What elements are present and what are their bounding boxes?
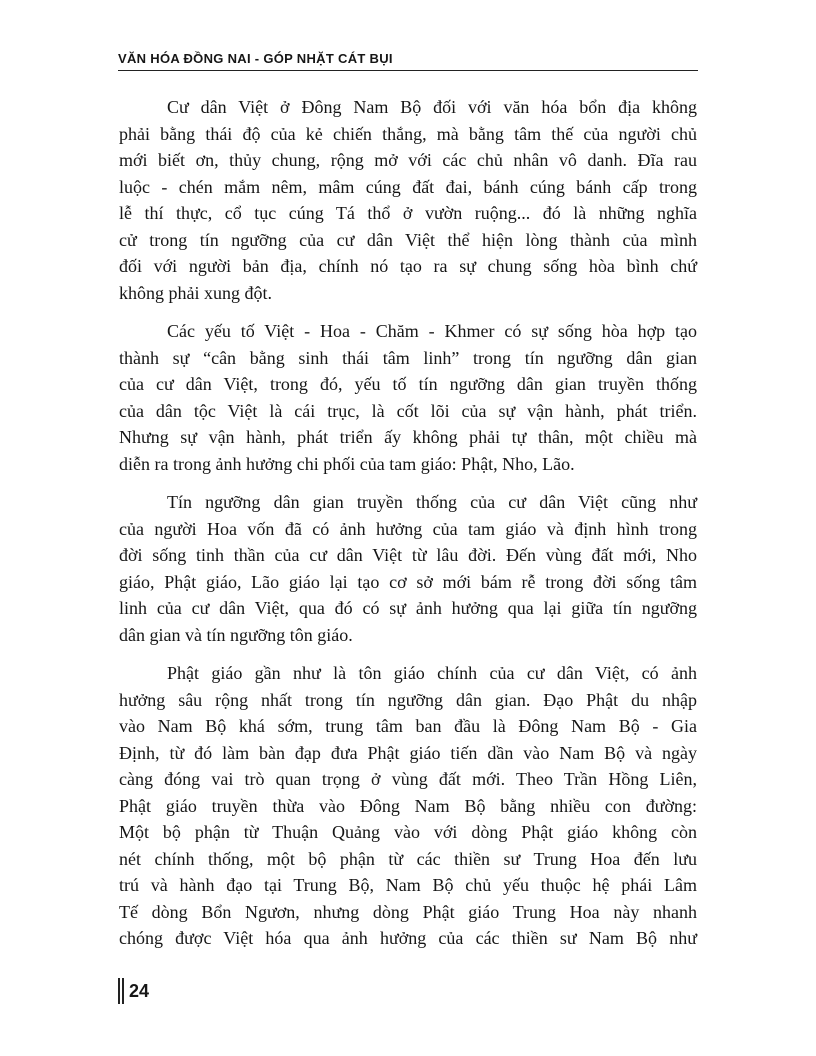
footer-bar-marker	[118, 978, 124, 1004]
text-line: dân gian và tín ngưỡng tôn giáo.	[119, 624, 353, 645]
text-line: Phật giáo truyền thừa vào Đông Nam Bộ bằng nhiều con đường:	[119, 795, 697, 816]
text-line: mới biết ơn, thủy chung, rộng mở với các chủ nhân vô danh. Đĩa rau	[119, 150, 697, 170]
text-line: của người Hoa vốn đã có ảnh hưởng của tam giáo và định hình trong	[119, 518, 697, 539]
text-line: lễ thí thực, cổ tục cúng Tá thổ ở vườn ruộng... đó là những nghĩa	[119, 203, 697, 223]
text-line: càng đóng vai trò quan trọng ở vùng đất mới. Theo Trần Hồng Liên,	[119, 769, 697, 789]
text-line: Định, từ đó làm bàn đạp đưa Phật giáo tiến dần vào Nam Bộ và ngày	[119, 742, 697, 763]
paragraph-4	[119, 660, 697, 952]
paragraph-2	[119, 318, 697, 477]
header-rule	[118, 70, 698, 71]
text-line: diễn ra trong ảnh hưởng chi phối của tam giáo: Phật, Nho, Lão.	[119, 453, 575, 474]
text-line: phải bằng thái độ của kẻ chiến thắng, mà bằng tâm thế của người chủ	[119, 123, 697, 144]
text-line: Phật giáo gần như là tôn giáo chính của cư dân Việt, có ảnh	[167, 663, 697, 683]
text-line: Tế dòng Bổn Ngươn, nhưng dòng Phật giáo Trung Hoa này nhanh	[119, 901, 697, 922]
text-line: Các yếu tố Việt - Hoa - Chăm - Khmer có sự sống hòa hợp tạo	[167, 321, 697, 341]
text-line: Cư dân Việt ở Đông Nam Bộ đối với văn hóa bổn địa không	[167, 97, 697, 117]
text-line: linh của cư dân Việt, qua đó có sự ảnh hưởng qua lại giữa tín ngưỡng	[119, 598, 697, 618]
text-line: Một bộ phận từ Thuận Quảng vào với dòng Phật giáo không còn	[119, 822, 697, 842]
text-line: vào Nam Bộ khá sớm, trung tâm ban đầu là Đông Nam Bộ - Gia	[119, 716, 697, 736]
page-number: 24	[129, 981, 150, 1001]
text-line: của cư dân Việt, trong đó, yếu tố tín ngưỡng dân gian truyền thống	[119, 374, 697, 394]
text-line: Tín ngưỡng dân gian truyền thống của cư dân Việt cũng như	[167, 492, 697, 512]
text-line: Nhưng sự vận hành, phát triển ấy không phải tự thân, một chiều mà	[119, 427, 697, 447]
text-line: thành sự “cân bằng sinh thái tâm linh” trong tín ngưỡng dân gian	[119, 347, 697, 368]
page-footer	[118, 978, 149, 1004]
text-line: đời sống tinh thần của cư dân Việt từ lâu đời. Đến vùng đất mới, Nho	[119, 545, 697, 565]
text-line: hưởng sâu rộng nhất trong tín ngưỡng dân gian. Đạo Phật du nhập	[119, 689, 697, 710]
text-line: chóng được Việt hóa qua ảnh hưởng của các thiền sư Nam Bộ như	[119, 928, 697, 948]
text-line: cử trong tín ngưỡng của cư dân Việt thể hiện lòng thành của mình	[119, 229, 697, 250]
running-header: VĂN HÓA ĐỒNG NAI - GÓP NHẶT CÁT BỤI	[118, 51, 393, 66]
text-line: luộc - chén mắm nêm, mâm cúng đất đai, bánh cúng bánh cấp trong	[119, 176, 697, 197]
text-line: trú và hành đạo tại Trung Bộ, Nam Bộ chủ yếu thuộc hệ phái Lâm	[119, 875, 697, 895]
paragraph-1	[119, 94, 697, 306]
text-line: nét chính thống, một bộ phận từ các thiền sư Trung Hoa đến lưu	[119, 848, 697, 869]
text-line: không phải xung đột.	[119, 282, 272, 303]
paragraph-3	[119, 489, 697, 648]
text-line: đối với người bản địa, chính nó tạo ra sự chung sống hòa bình chứ	[119, 256, 697, 276]
body-text	[119, 94, 697, 964]
text-line: của dân tộc Việt là cái trục, là cốt lõi của sự vận hành, phát triển.	[119, 400, 697, 421]
text-line: giáo, Phật giáo, Lão giáo lại tạo cơ sở mới bám rễ trong đời sống tâm	[119, 571, 697, 592]
